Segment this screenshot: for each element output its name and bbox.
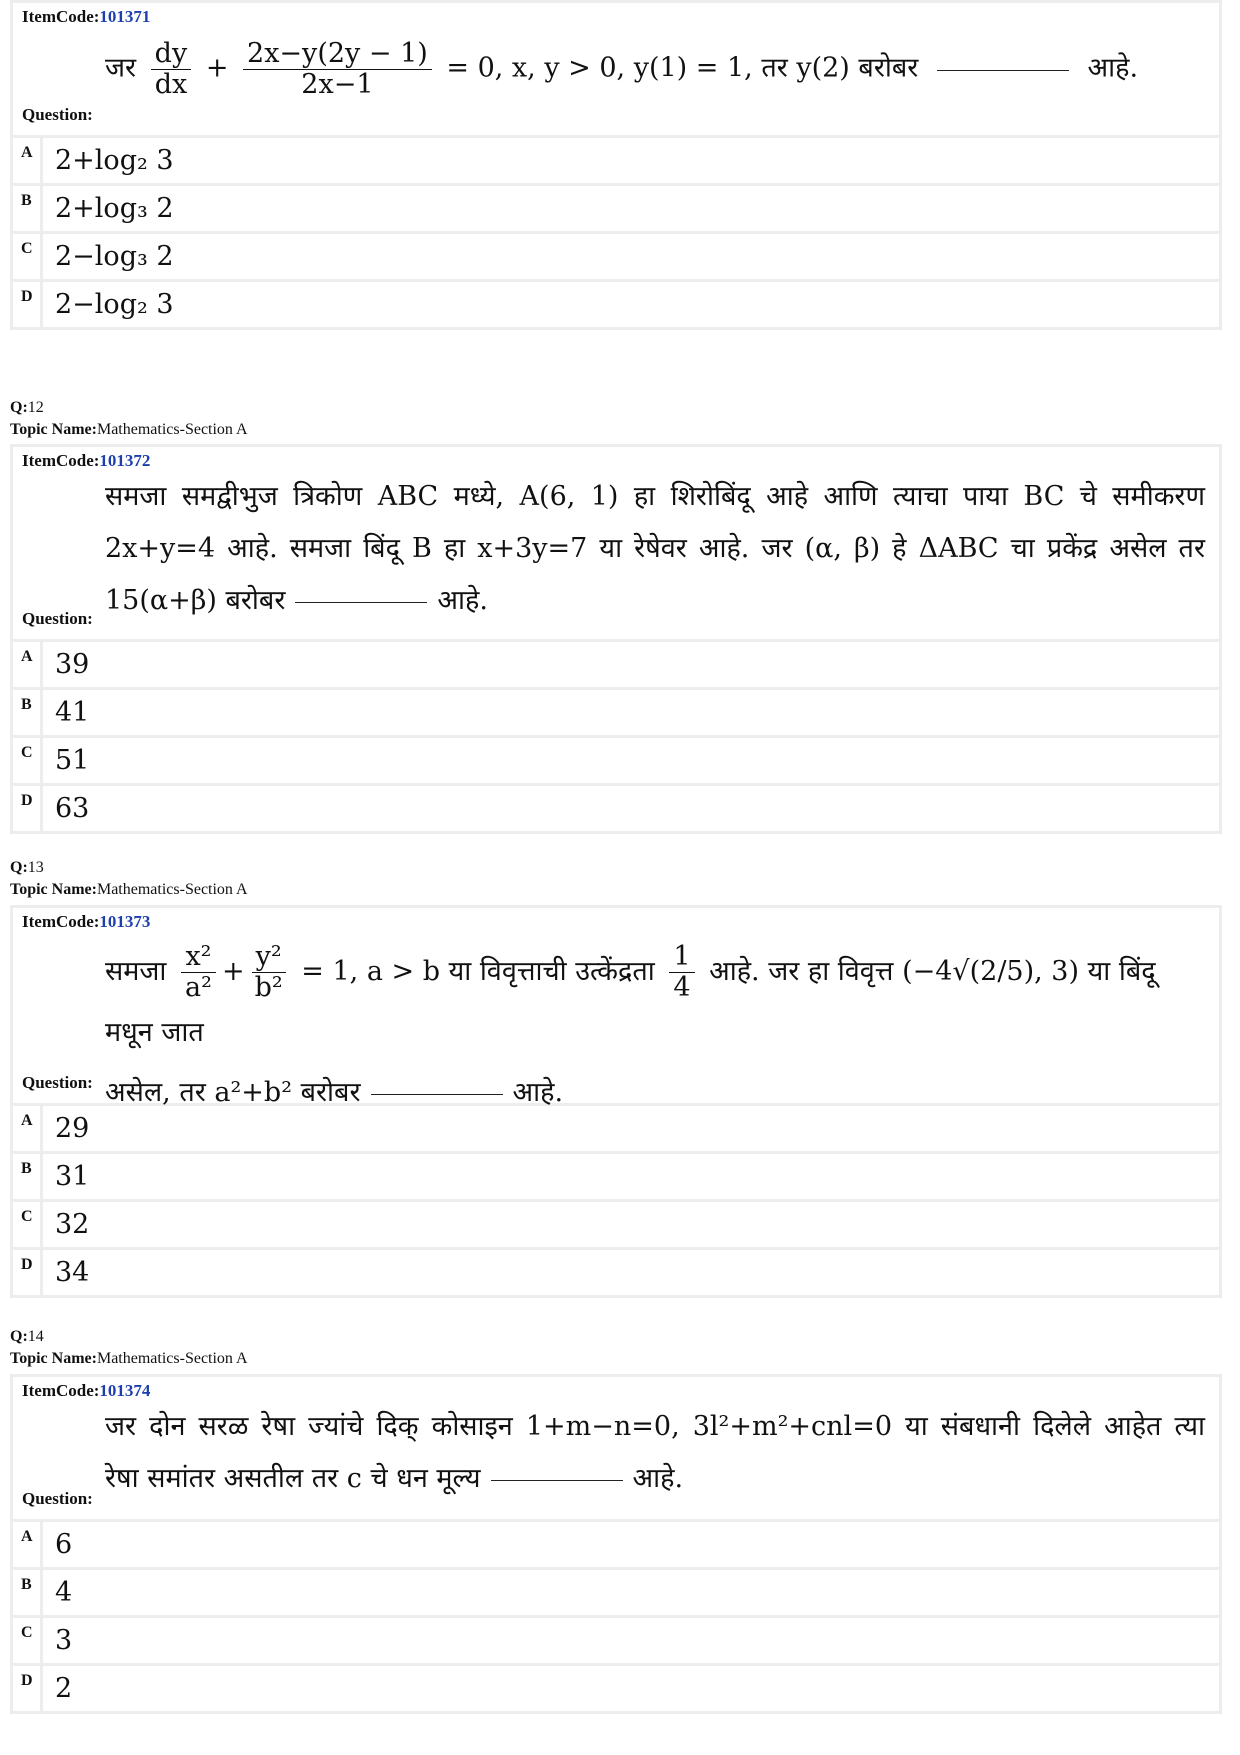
question-header-14: Q:14 Topic Name:Mathematics-Section A bbox=[10, 1328, 248, 1367]
option-c[interactable]: C 2−log₃ 2 bbox=[13, 234, 1219, 279]
option-b[interactable]: B 4 bbox=[13, 1570, 1219, 1615]
question-block-11 bbox=[10, 0, 1222, 330]
fraction-eccentricity: $\frac{1}{4}$ bbox=[669, 942, 694, 1002]
option-b[interactable]: B 41 bbox=[13, 690, 1219, 735]
question-text: समजा $\frac{\text{x²}}{\text{a²}}$ + $\frac{\text{y²}}{\text{b²}}$ = 1, a > b या विवृत्ताची उत्केंद्रता $\frac{1}{4}$ आहे. जर हा विवृत्त (−4√(2/5), 3) या बिंदू मधून जात असेल, तर a²+b² बरोबर आहे. bbox=[105, 941, 1156, 1108]
option-a[interactable]: A 39 bbox=[13, 642, 1219, 687]
question-row bbox=[13, 447, 1219, 639]
answer-blank bbox=[371, 1094, 503, 1095]
item-code: 101372 bbox=[99, 451, 151, 470]
question-label: Question: bbox=[22, 1489, 93, 1508]
fraction-dy-dx: $\frac{dy}{dx}$ bbox=[151, 39, 192, 99]
question-block-12 bbox=[10, 444, 1222, 834]
question-row bbox=[13, 1377, 1219, 1519]
fraction-x2-a2: $\frac{\text{x²}}{\text{a²}}$ bbox=[181, 942, 216, 1002]
option-d[interactable]: D 34 bbox=[13, 1250, 1219, 1295]
answer-blank bbox=[491, 1480, 623, 1481]
answer-blank bbox=[937, 70, 1069, 71]
option-a[interactable]: A 6 bbox=[13, 1522, 1219, 1567]
option-a[interactable]: A 29 bbox=[13, 1106, 1219, 1151]
question-text: जर दोन सरळ रेषा ज्यांचे दिक् कोसाइन 1+m−n=0, 3l²+m²+cnl=0 या संबधानी दिलेले आहेत त्या रेषा समांतर असतील तर c चे धन मूल्य आहे. bbox=[105, 1411, 1205, 1494]
option-d[interactable]: D 2−log₂ 3 bbox=[13, 282, 1219, 327]
question-label: Question: bbox=[22, 1073, 93, 1092]
option-c[interactable]: C 32 bbox=[13, 1202, 1219, 1247]
question-text: समजा समद्वीभुज त्रिकोण ABC मध्ये, A(6, 1) हा शिरोबिंदू आहे आणि त्याचा पाया BC चे समीकरण 2x+y=4 आहे. समजा बिंदू B हा x+3y=7 या रेषेवर आहे. जर (α, β) हे ΔABC चा प्रकेंद्र असेल तर 15(α+β) बरोबर आहे. bbox=[105, 481, 1205, 616]
item-code-label: ItemCode:101374 bbox=[22, 1381, 151, 1400]
question-row bbox=[13, 3, 1219, 135]
item-code: 101373 bbox=[99, 912, 151, 931]
question-row bbox=[13, 908, 1219, 1108]
question-header-13: Q:13 Topic Name:Mathematics-Section A bbox=[10, 859, 248, 898]
item-code-label: ItemCode:101372 bbox=[22, 451, 151, 470]
item-code: 101374 bbox=[99, 1381, 151, 1400]
option-b[interactable]: B 2+log₃ 2 bbox=[13, 186, 1219, 231]
fraction-main: $\frac{2x-y(2y - 1)}{2x-1}$ bbox=[243, 39, 432, 99]
item-code: 101371 bbox=[99, 7, 151, 26]
option-d[interactable]: D 63 bbox=[13, 786, 1219, 831]
question-block-14 bbox=[10, 1374, 1222, 1714]
option-a[interactable]: A 2+log₂ 3 bbox=[13, 138, 1219, 183]
question-label: Question: bbox=[22, 609, 93, 628]
question-text: जर $\frac{dy}{dx}$ + $\frac{2x-y(2y - 1)}{2x-1}$ = 0, x, y > 0, y(1) = 1, तर y(2) बरोबर आहे. bbox=[105, 38, 1139, 100]
answer-blank bbox=[295, 602, 427, 603]
option-c[interactable]: C 51 bbox=[13, 738, 1219, 783]
option-c[interactable]: C 3 bbox=[13, 1618, 1219, 1663]
question-header-12: Q:12 Topic Name:Mathematics-Section A bbox=[10, 399, 248, 438]
point-coordinates: (−4√(2/5), 3) bbox=[902, 956, 1079, 987]
item-code-label: ItemCode:101373 bbox=[22, 912, 151, 931]
question-label: Question: bbox=[22, 105, 93, 124]
fraction-y2-b2: $\frac{\text{y²}}{\text{b²}}$ bbox=[251, 942, 287, 1002]
item-code-label: ItemCode:101371 bbox=[22, 7, 151, 26]
option-b[interactable]: B 31 bbox=[13, 1154, 1219, 1199]
question-block-13 bbox=[10, 905, 1222, 1298]
option-d[interactable]: D 2 bbox=[13, 1666, 1219, 1711]
